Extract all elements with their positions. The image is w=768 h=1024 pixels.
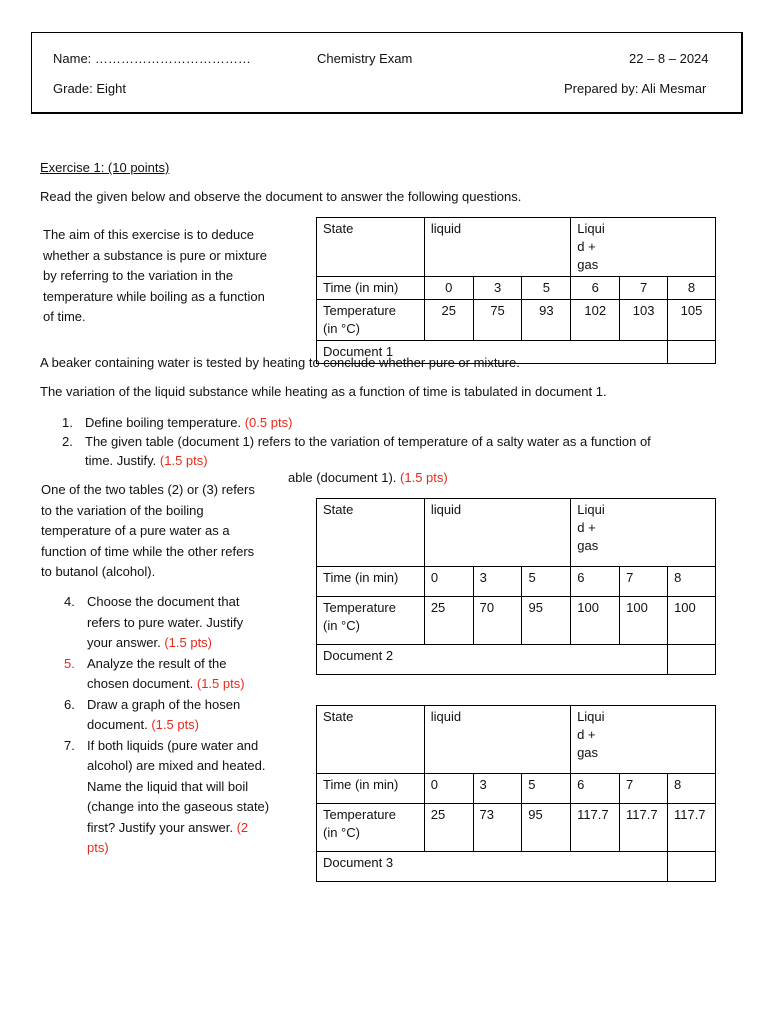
temp-cell: 117.7	[620, 804, 668, 852]
question-2	[62, 432, 712, 470]
document-caption: Document 2	[317, 645, 668, 675]
question-4: 4. Choose the document that refers to pure water. Justify your answer. (1.5 pts)	[64, 594, 244, 650]
document-3-table	[316, 705, 716, 882]
document-caption: Document 1	[317, 341, 668, 364]
document-caption: Document 3	[317, 852, 668, 882]
exam-header	[31, 32, 743, 114]
temp-cell: 95	[522, 804, 571, 852]
temp-cell: 117.7	[667, 804, 715, 852]
empty-cell	[668, 645, 716, 675]
temp-cell: 25	[424, 300, 473, 341]
temp-cell: 95	[522, 597, 571, 645]
time-cell: 6	[571, 774, 620, 804]
question-3-fragment	[288, 470, 448, 485]
exercise-instruction: Read the given below and observe the document to answer the following questions.	[40, 189, 522, 204]
time-cell: 8	[667, 774, 715, 804]
empty-cell	[668, 341, 716, 364]
time-cell: 3	[473, 774, 522, 804]
intro-line: temperature of a pure water as a	[41, 523, 230, 538]
question-number: 7.	[64, 737, 75, 753]
time-label: Time (in min)	[317, 774, 425, 804]
intro-line: to butanol (alcohol).	[41, 564, 156, 579]
questions-block-1	[62, 413, 712, 470]
intro-line: One of the two tables (2) or (3) refers	[41, 482, 255, 497]
points-label: (2	[236, 819, 249, 835]
temp-cell: 93	[522, 300, 571, 341]
time-cell: 0	[424, 567, 473, 597]
time-label: Time (in min)	[317, 567, 425, 597]
question-number: 2.	[62, 434, 73, 449]
state-header: State	[317, 499, 425, 567]
liquid-gas-header: Liqui d + gas	[571, 218, 716, 277]
time-cell: 5	[522, 567, 571, 597]
time-cell: 7	[620, 567, 668, 597]
grade-label: Grade: Eight	[53, 81, 126, 96]
time-cell: 0	[424, 774, 473, 804]
question-text: The given table (document 1) refers to the variation of temperature of a salty water as a function of	[85, 434, 651, 449]
temp-cell: 102	[571, 300, 620, 341]
temp-cell: 100	[620, 597, 668, 645]
temperature-label: Temperature (in °C)	[317, 300, 425, 341]
time-cell: 0	[424, 277, 473, 300]
time-cell: 3	[473, 567, 522, 597]
liquid-gas-header: Liqui d + gas	[571, 499, 716, 567]
points-label: (1.5 pts)	[196, 676, 245, 691]
time-cell: 3	[473, 277, 522, 300]
aim-line: temperature while boiling as a function	[43, 288, 265, 304]
points-label: pts)	[87, 840, 109, 855]
question-number: 4.	[64, 594, 75, 609]
exam-title: Chemistry Exam	[317, 51, 413, 66]
question-number: 6.	[64, 696, 75, 712]
temp-cell: 103	[620, 300, 668, 341]
document-1-table	[316, 217, 716, 364]
temp-cell: 117.7	[571, 804, 620, 852]
time-cell: 8	[668, 567, 716, 597]
liquid-header: liquid	[424, 499, 570, 567]
temp-cell: 70	[473, 597, 522, 645]
time-cell: 8	[668, 277, 716, 300]
points-label: (1.5 pts)	[400, 470, 448, 485]
time-cell: 7	[620, 774, 668, 804]
question-5: 5. Analyze the result of the chosen document. (1.5 pts)	[64, 655, 245, 691]
student-name-field: Name: ………………………………	[53, 51, 251, 66]
prepared-by: Prepared by: Ali Mesmar	[564, 81, 707, 96]
exam-date: 22 – 8 – 2024	[629, 51, 709, 66]
time-cell: 5	[522, 774, 571, 804]
aim-line: by referring to the variation in the	[43, 268, 234, 283]
time-cell: 6	[571, 277, 620, 300]
points-label: (0.5 pts)	[244, 415, 293, 430]
state-header: State	[317, 218, 425, 277]
intro-paragraph-2	[41, 480, 287, 583]
liquid-header: liquid	[424, 218, 570, 277]
exercise-heading: Exercise 1: (10 points)	[40, 160, 170, 175]
temperature-label: Temperature (in °C)	[317, 804, 425, 852]
variation-sentence: The variation of the liquid substance while heating as a function of time is tabulated in document 1.	[40, 384, 607, 399]
beaker-sentence: A beaker containing water is tested by heating to conclude whether pure or mixture.	[40, 355, 520, 370]
temperature-label: Temperature (in °C)	[317, 597, 425, 645]
question-number: 5.	[64, 655, 75, 671]
questions-block-2	[64, 592, 289, 859]
temp-cell: 75	[473, 300, 522, 341]
document-2-table	[316, 498, 716, 675]
temp-cell: 25	[424, 597, 473, 645]
time-label: Time (in min)	[317, 277, 425, 300]
temp-cell: 105	[668, 300, 716, 341]
question-1	[62, 413, 712, 432]
state-header: State	[317, 706, 425, 774]
temp-cell: 100	[571, 597, 620, 645]
liquid-header: liquid	[424, 706, 570, 774]
liquid-gas-header: Liqui d + gas	[571, 706, 716, 774]
aim-line: of time.	[43, 309, 86, 324]
intro-line: to the variation of the boiling	[41, 502, 204, 518]
time-cell: 7	[620, 277, 668, 300]
question-7: 7. If both liquids (pure water and alcohol) are mixed and heated. Name the liquid that will boil (change into the gaseous state) first? Justify your answer. (2 pts)	[64, 736, 289, 859]
points-label: (1.5 pts)	[164, 635, 213, 650]
empty-cell	[667, 852, 715, 882]
question-text: Define boiling temperature.	[85, 415, 242, 430]
temp-cell: 73	[473, 804, 522, 852]
question-number: 1.	[62, 415, 73, 430]
points-label: (1.5 pts)	[159, 453, 208, 468]
question-text: able (document 1).	[288, 470, 397, 485]
question-6: 6. Draw a graph of the hosen document. (1.5 pts)	[64, 696, 241, 732]
points-label: (1.5 pts)	[151, 717, 200, 732]
temp-cell: 100	[668, 597, 716, 645]
time-cell: 6	[571, 567, 620, 597]
question-text: time. Justify.	[85, 453, 157, 468]
intro-line: function of time while the other refers	[41, 543, 255, 559]
temp-cell: 25	[424, 804, 473, 852]
aim-paragraph	[43, 225, 303, 328]
time-cell: 5	[522, 277, 571, 300]
aim-line: whether a substance is pure or mixture	[43, 247, 267, 263]
aim-line: The aim of this exercise is to deduce	[43, 227, 254, 242]
